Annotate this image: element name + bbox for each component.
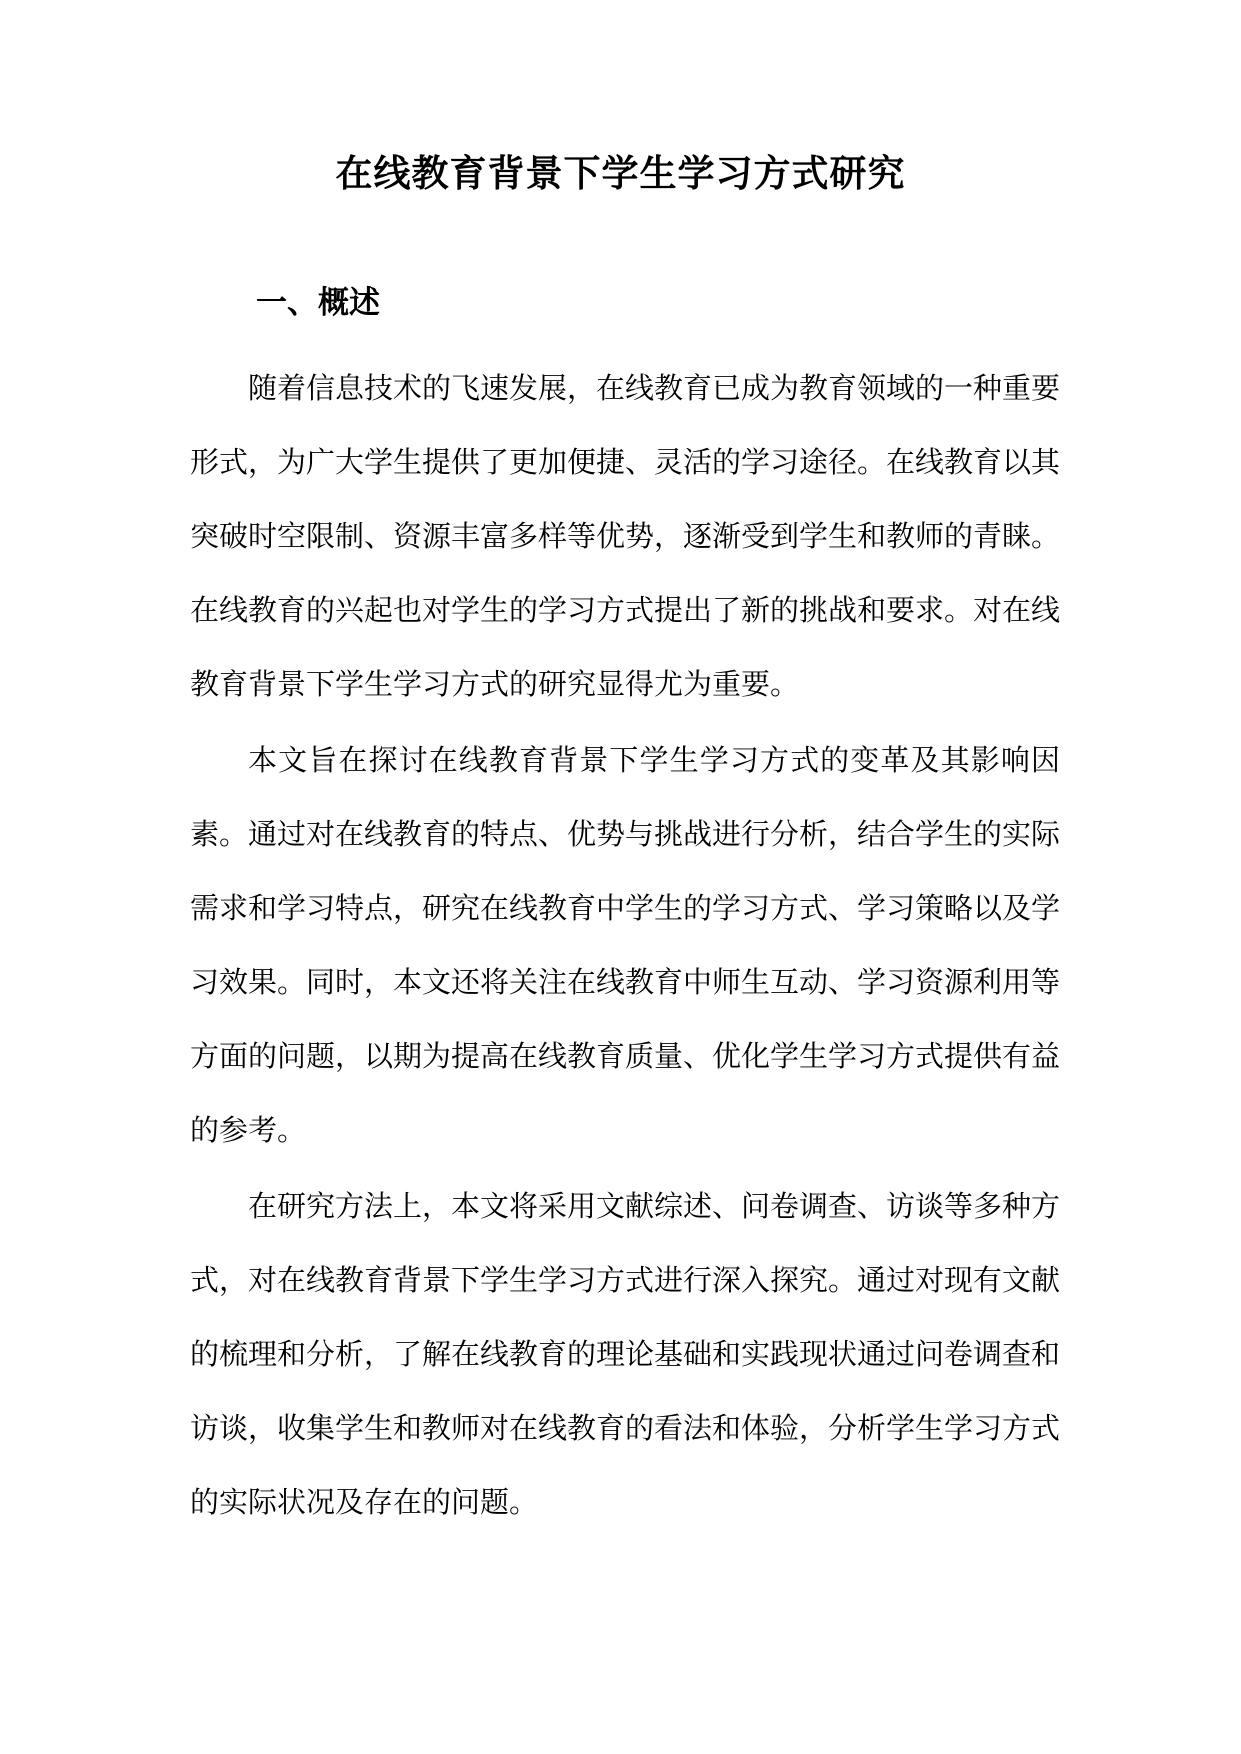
paragraph-line: 的实际状况及存在的问题。	[190, 1485, 539, 1519]
paragraph-line: 的梳理和分析，了解在线教育的理论基础和实践现状通过问卷调查和	[190, 1337, 1061, 1371]
paragraph-line: 的参考。	[190, 1113, 307, 1147]
paragraph-line: 访谈，收集学生和教师对在线教育的看法和体验，分析学生学习方式	[190, 1411, 1061, 1445]
paragraph-line: 随着信息技术的飞速发展，在线教育已成为教育领域的一种重要	[248, 371, 1061, 405]
paragraph-line: 式，对在线教育背景下学生学习方式进行深入探究。通过对现有文献	[190, 1263, 1061, 1297]
paragraph-line: 在线教育的兴起也对学生的学习方式提出了新的挑战和要求。对在线	[190, 593, 1061, 627]
section-heading: 一、概述	[256, 285, 380, 321]
paragraph-line: 素。通过对在线教育的特点、优势与挑战进行分析，结合学生的实际	[190, 817, 1061, 851]
paragraph-line: 在研究方法上，本文将采用文献综述、问卷调查、访谈等多种方	[248, 1189, 1061, 1223]
paragraph-line: 突破时空限制、资源丰富多样等优势，逐渐受到学生和教师的青睐。	[190, 519, 1061, 553]
paragraph-line: 形式，为广大学生提供了更加便捷、灵活的学习途径。在线教育以其	[190, 445, 1061, 479]
paragraph-line: 习效果。同时，本文还将关注在线教育中师生互动、学习资源利用等	[190, 965, 1061, 999]
paragraph-line: 本文旨在探讨在线教育背景下学生学习方式的变革及其影响因	[248, 743, 1060, 777]
paragraph-line: 教育背景下学生学习方式的研究显得尤为重要。	[190, 667, 800, 701]
paragraph-line: 需求和学习特点，研究在线教育中学生的学习方式、学习策略以及学	[190, 891, 1061, 925]
document-title: 在线教育背景下学生学习方式研究	[335, 152, 906, 195]
paragraph-line: 方面的问题，以期为提高在线教育质量、优化学生学习方式提供有益	[190, 1039, 1061, 1073]
